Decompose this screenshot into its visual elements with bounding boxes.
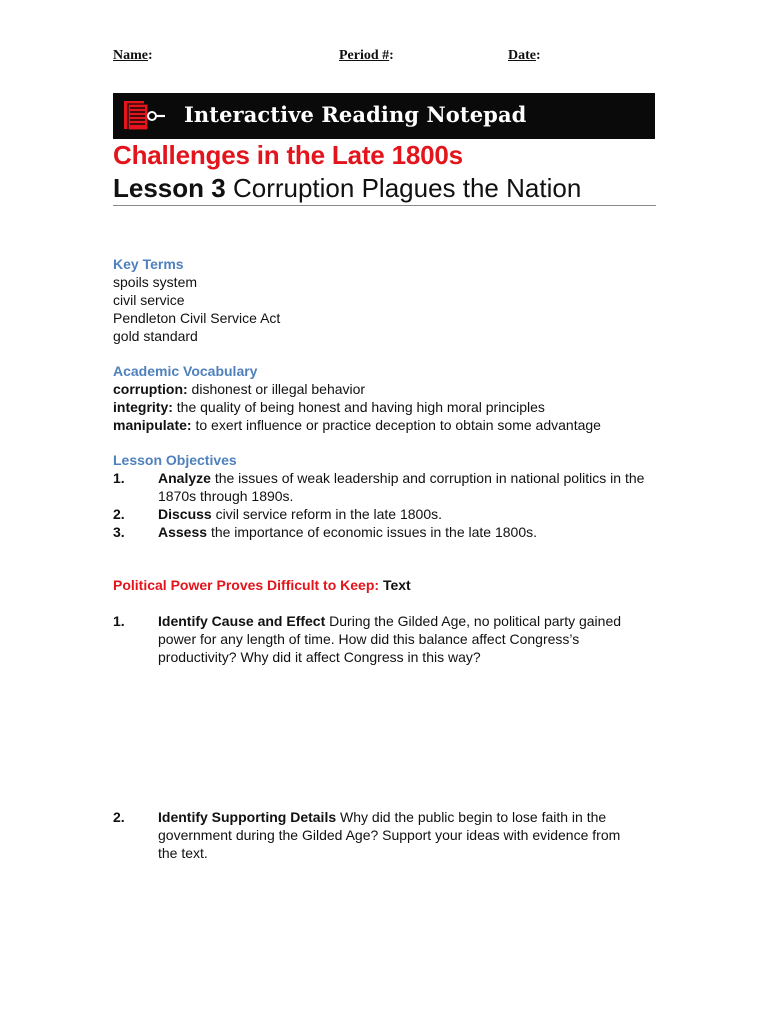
vocabulary-item — [113, 380, 601, 398]
academic-vocabulary-heading: Academic Vocabulary — [113, 363, 258, 379]
question-2 — [113, 808, 643, 862]
objective-text: civil service reform in the late 1800s. — [215, 506, 443, 522]
lesson-objectives-heading: Lesson Objectives — [113, 452, 237, 468]
objective-number: 2. — [113, 506, 125, 522]
key-terms-list — [113, 273, 280, 345]
vocabulary-definition: to exert influence or practice deception to obtain some advantage — [195, 417, 601, 433]
section-title: Political Power Proves Difficult to Keep: — [113, 577, 380, 593]
banner-title: Interactive Reading Notepad — [184, 102, 527, 127]
objective-verb: Discuss — [158, 506, 212, 522]
vocabulary-term: integrity: — [113, 399, 173, 415]
name-field[interactable]: Name: — [113, 48, 153, 63]
vocabulary-definition: the quality of being honest and having high moral principles — [176, 399, 545, 415]
objective-item — [113, 469, 653, 505]
date-field[interactable]: Date: — [508, 48, 541, 63]
vocabulary-item — [113, 416, 601, 434]
key-term-item: gold standard — [113, 328, 198, 344]
notepad-icon — [121, 99, 165, 133]
question-label: Identify Cause and Effect — [158, 613, 326, 629]
vocabulary-term: manipulate: — [113, 417, 192, 433]
lesson-number: Lesson 3 — [113, 173, 226, 203]
objective-text: the importance of economic issues in the late 1800s. — [210, 524, 538, 540]
section-suffix: Text — [382, 577, 411, 593]
question-number: 1. — [113, 613, 125, 629]
vocabulary-list — [113, 380, 601, 434]
question-text: During the Gilded Age, no political party gained power for any length of time. How did this balance affect Congress’s productivity? Why did it affect Congress in this way? — [158, 613, 622, 665]
objective-number: 1. — [113, 470, 125, 486]
objective-item — [113, 505, 653, 523]
objective-item — [113, 523, 653, 541]
key-term-item: spoils system — [113, 274, 198, 290]
objective-number: 3. — [113, 524, 125, 540]
key-terms-heading: Key Terms — [113, 256, 184, 272]
question-label: Identify Supporting Details — [158, 809, 337, 825]
vocabulary-item — [113, 398, 601, 416]
key-term-item: civil service — [113, 292, 185, 308]
question-1 — [113, 612, 643, 666]
lesson-title — [113, 173, 581, 204]
objective-verb: Analyze — [158, 470, 211, 486]
name-label: Name — [113, 48, 148, 63]
period-field[interactable]: Period #: — [339, 48, 394, 63]
key-term-item: Pendleton Civil Service Act — [113, 310, 281, 326]
period-label: Period # — [339, 48, 390, 63]
objectives-list — [113, 469, 653, 541]
title-divider — [113, 205, 656, 206]
lesson-name: Corruption Plagues the Nation — [232, 173, 582, 203]
unit-title: Challenges in the Late 1800s — [113, 140, 463, 170]
vocabulary-term: corruption: — [113, 381, 188, 397]
question-text-block — [158, 808, 643, 862]
section-heading — [113, 577, 411, 593]
student-info-header — [113, 48, 673, 68]
question-text-block — [158, 612, 643, 666]
objective-text: the issues of weak leadership and corruption in national politics in the 1870s through 1890s. — [158, 470, 645, 504]
notepad-banner — [113, 93, 655, 139]
date-label: Date — [508, 48, 536, 63]
vocabulary-definition: dishonest or illegal behavior — [191, 381, 366, 397]
question-text: Why did the public begin to lose faith in the government during the Gilded Age? Support your ideas with evidence from the text. — [158, 809, 621, 861]
question-number: 2. — [113, 809, 125, 825]
objective-verb: Assess — [158, 524, 208, 540]
